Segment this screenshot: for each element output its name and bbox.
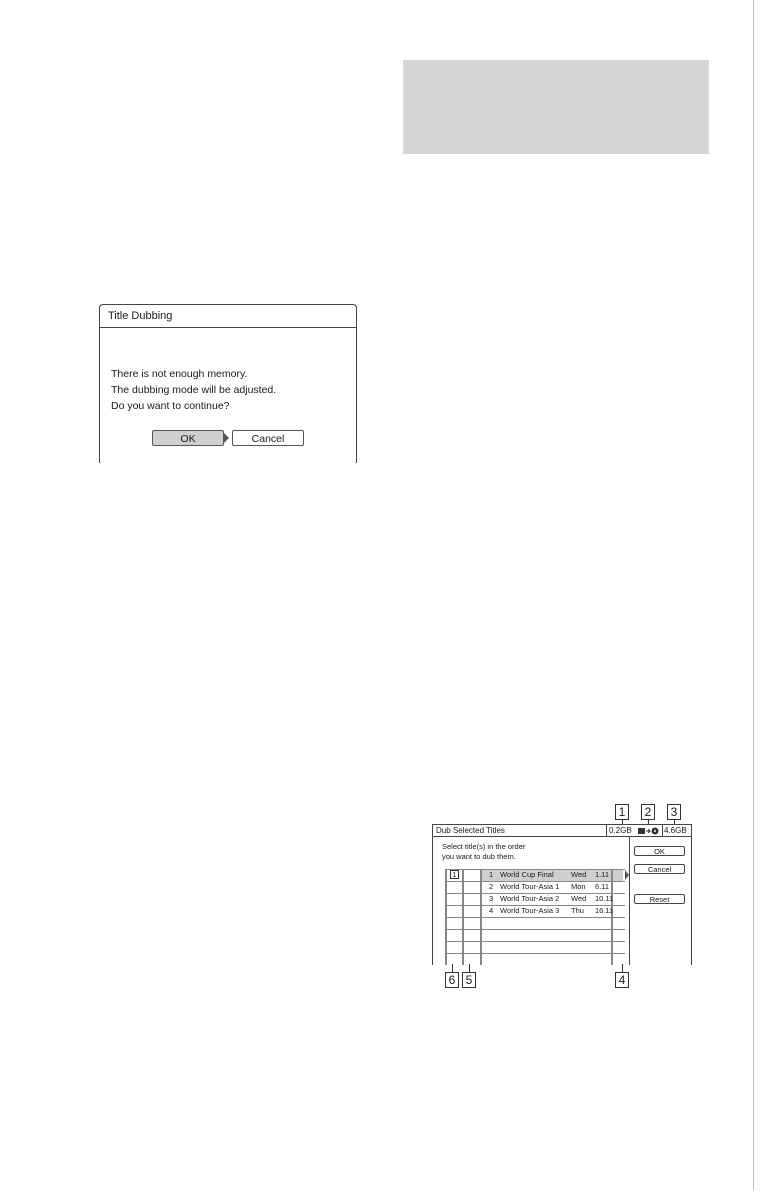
title-date: 1.11 (595, 870, 610, 879)
title-name: World Tour-Asia 2 (500, 894, 560, 903)
title-date: 10.11 (595, 894, 614, 903)
dialog-message (111, 366, 276, 414)
title-number: 4 (489, 906, 494, 915)
source-space: 0.2GB (609, 826, 632, 835)
dub-order-marker: 1 (450, 870, 459, 879)
callout-leader (452, 964, 453, 972)
dialog-title: Title Dubbing (100, 305, 356, 328)
title-number: 1 (489, 870, 494, 879)
instruction-line: Select title(s) in the order (442, 842, 526, 851)
dub-selected-titles-screen (432, 824, 692, 965)
arrow-right-icon (646, 829, 650, 833)
title-name: World Tour-Asia 3 (500, 906, 560, 915)
instruction-line: you want to dub them. (442, 852, 516, 861)
section-banner (403, 60, 709, 154)
cursor-arrow-icon (224, 433, 229, 443)
callout-1: 1 (615, 804, 629, 820)
scroll-right-icon[interactable] (625, 870, 629, 880)
title-date: 6.11 (595, 882, 610, 891)
title-day: Mon (571, 882, 586, 891)
header-divider (606, 825, 607, 836)
dest-space: 4.6GB (664, 826, 687, 835)
dub-cancel-button[interactable]: Cancel (634, 864, 685, 874)
title-number: 3 (489, 894, 494, 903)
dub-title: Dub Selected Titles (436, 826, 505, 835)
callout-6: 6 (445, 972, 459, 988)
dub-reset-button[interactable]: Reset (634, 894, 685, 904)
hdd-icon (638, 828, 645, 834)
dub-instruction (442, 842, 525, 862)
dub-ok-button[interactable]: OK (634, 846, 685, 856)
title-day: Wed (571, 870, 587, 879)
title-date: 16.11 (595, 906, 614, 915)
title-name: World Cup Final (500, 870, 554, 879)
title-name: World Tour-Asia 1 (500, 882, 560, 891)
dialog-message-line: Do you want to continue? (111, 400, 230, 412)
side-divider (629, 836, 630, 965)
callout-4: 4 (615, 972, 629, 988)
dialog-message-line: The dubbing mode will be adjusted. (111, 384, 277, 396)
title-dubbing-dialog (99, 304, 357, 463)
callout-5: 5 (462, 972, 476, 988)
callout-2: 2 (641, 804, 655, 820)
callout-leader (469, 964, 470, 972)
dub-direction-icons (638, 827, 660, 837)
dub-header (433, 825, 691, 837)
title-list (445, 869, 625, 965)
title-day: Thu (571, 906, 584, 915)
title-day: Wed (571, 894, 587, 903)
ok-button[interactable]: OK (152, 430, 224, 446)
dialog-message-line: There is not enough memory. (111, 368, 248, 380)
header-divider (662, 825, 663, 836)
column-rule (753, 0, 754, 1190)
callout-leader (622, 964, 623, 972)
cancel-button[interactable]: Cancel (232, 430, 304, 446)
title-number: 2 (489, 882, 494, 891)
callout-3: 3 (667, 804, 681, 820)
